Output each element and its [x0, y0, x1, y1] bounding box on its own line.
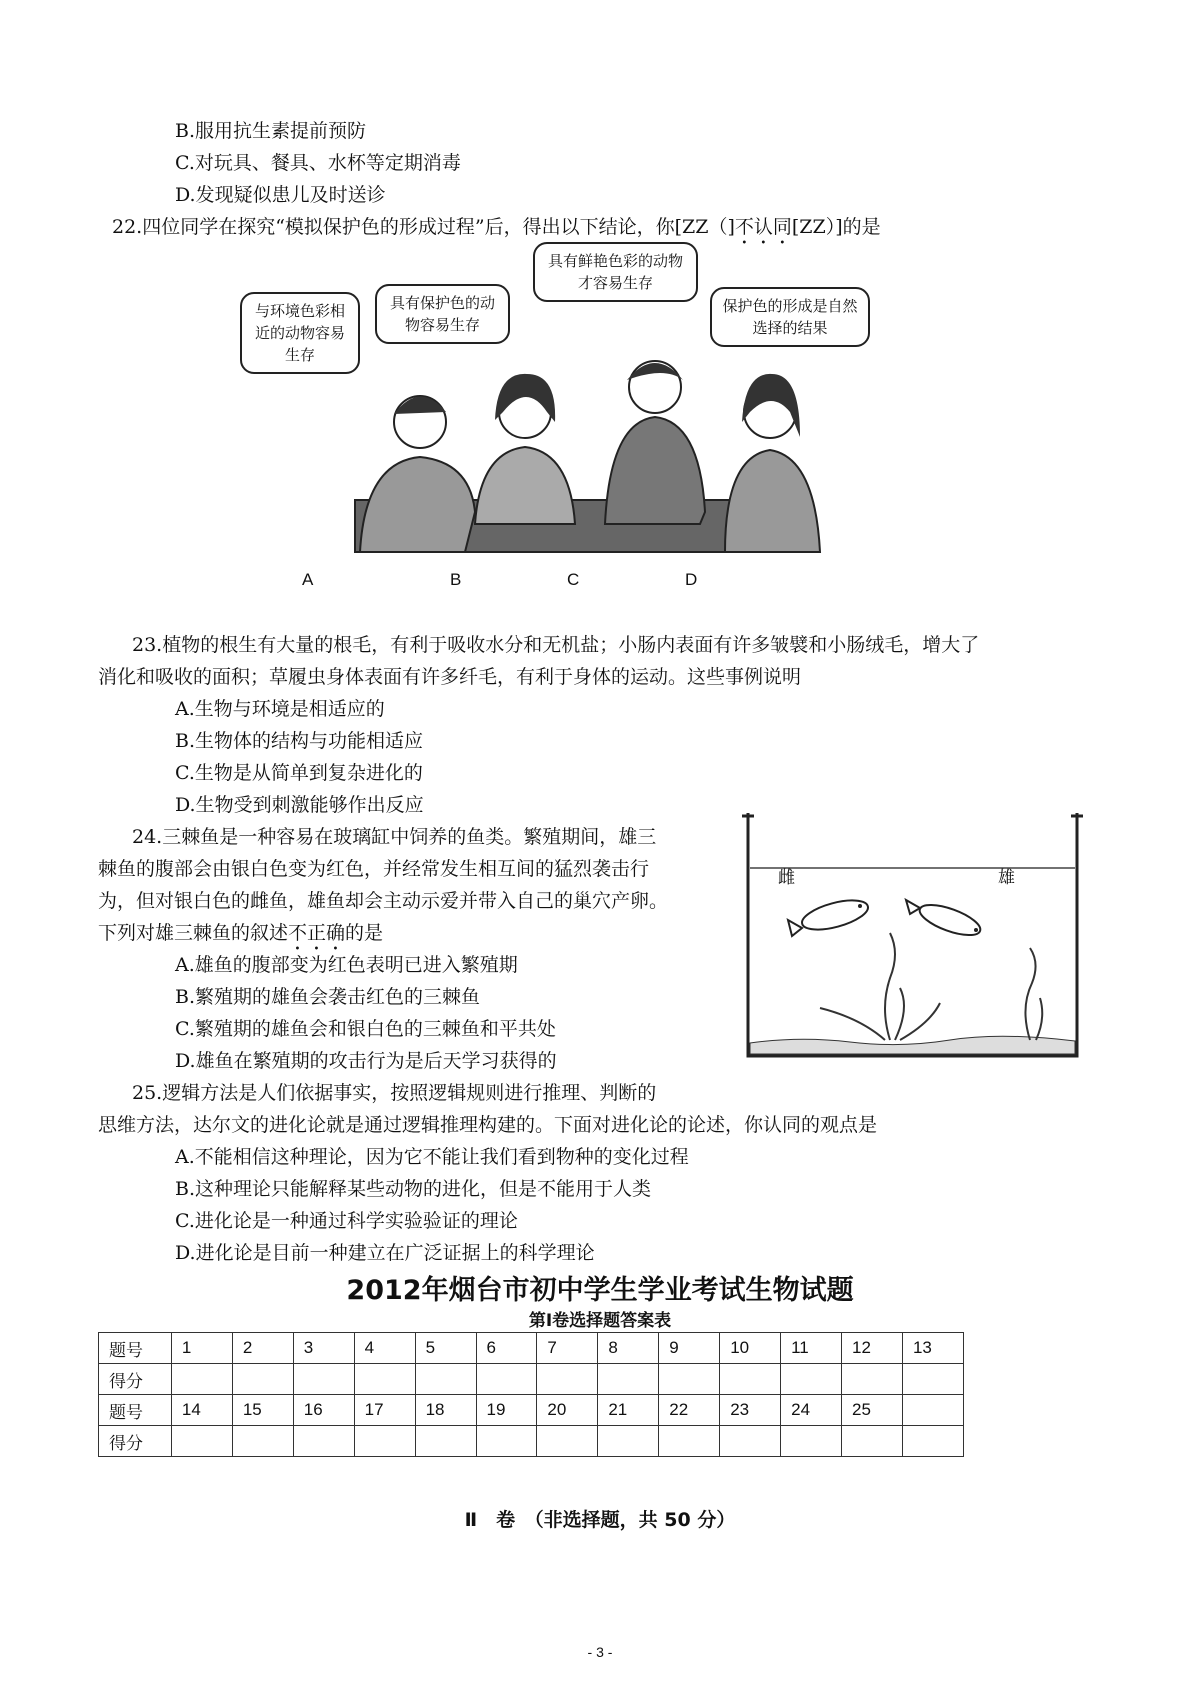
q25-option-b: B.这种理论只能解释某些动物的进化，但是不能用于人类	[175, 1178, 652, 1200]
answer-cell[interactable]	[902, 1364, 963, 1395]
table-cell: 10	[720, 1333, 781, 1364]
table-cell: 13	[902, 1333, 963, 1364]
q21-option-d: D.发现疑似患儿及时送诊	[175, 184, 386, 206]
option-label-d: D	[685, 570, 698, 589]
answer-cell[interactable]	[659, 1364, 720, 1395]
table-row	[99, 1333, 964, 1364]
table-cell: 15	[232, 1395, 293, 1426]
answer-cell[interactable]	[659, 1426, 720, 1457]
answer-cell[interactable]	[537, 1364, 598, 1395]
q24-option-c: C.繁殖期的雄鱼会和银白色的三棘鱼和平共处	[175, 1018, 556, 1040]
option-label-b: B	[450, 570, 462, 589]
answer-cell[interactable]	[354, 1426, 415, 1457]
table-cell: 7	[537, 1333, 598, 1364]
answer-cell[interactable]	[781, 1364, 842, 1395]
answer-cell[interactable]	[415, 1426, 476, 1457]
q25-stem-line2: 思维方法，达尔文的进化论就是通过逻辑推理构建的。下面对进化论的论述，你认同的观点是	[98, 1114, 878, 1136]
q22-stem	[112, 214, 881, 249]
q23-stem-line2: 消化和吸收的面积；草履虫身体表面有许多纤毛，有利于身体的运动。这些事例说明	[98, 666, 802, 688]
q22-stem-emphasis: 不认同	[734, 216, 792, 238]
q25-stem-line1: 25.逻辑方法是人们依据事实，按照逻辑规则进行推理、判断的	[132, 1082, 657, 1104]
answer-cell[interactable]	[537, 1426, 598, 1457]
part2-title: Ⅱ 卷 （非选择题，共 50 分）	[464, 1509, 736, 1531]
table-cell: 3	[293, 1333, 354, 1364]
table-cell: 8	[598, 1333, 659, 1364]
q24-stem-emphasis: 不正确	[288, 922, 346, 944]
row-label-score: 得分	[99, 1364, 172, 1395]
answer-sheet-title: 第Ⅰ卷选择题答案表	[528, 1311, 672, 1331]
speech-bubble-a: 与环境色彩相近的动物容易生存	[240, 292, 360, 374]
q24-option-a: A.雄鱼的腹部变为红色表明已进入繁殖期	[175, 954, 518, 976]
table-cell: 4	[354, 1333, 415, 1364]
table-cell: 18	[415, 1395, 476, 1426]
answer-cell[interactable]	[232, 1426, 293, 1457]
answer-cell[interactable]	[476, 1426, 537, 1457]
table-cell: 20	[537, 1395, 598, 1426]
answer-cell[interactable]	[476, 1364, 537, 1395]
row-label-number: 题号	[99, 1395, 172, 1426]
option-label-a: A	[302, 570, 314, 589]
q23-option-d: D.生物受到刺激能够作出反应	[175, 794, 424, 816]
q22-illustration	[254, 252, 935, 562]
q22-stem-pre: 22.四位同学在探究“模拟保护色的形成过程”后，得出以下结论，你[ZZ（]	[112, 216, 735, 238]
answer-cell[interactable]	[720, 1364, 781, 1395]
answer-cell[interactable]	[171, 1364, 232, 1395]
table-cell	[902, 1395, 963, 1426]
table-row	[99, 1426, 964, 1457]
q22-stem-post: [ZZ）]的是	[791, 216, 881, 238]
answer-cell[interactable]	[354, 1364, 415, 1395]
answer-cell[interactable]	[232, 1364, 293, 1395]
q24-stem-line2: 棘鱼的腹部会由银白色变为红色，并经常发生相互间的猛烈袭击行	[98, 858, 650, 880]
answer-cell[interactable]	[842, 1426, 903, 1457]
speech-bubble-c: 具有鲜艳色彩的动物才容易生存	[533, 242, 698, 302]
answer-cell[interactable]	[415, 1364, 476, 1395]
male-fish-icon	[906, 899, 984, 942]
table-cell: 6	[476, 1333, 537, 1364]
answer-cell[interactable]	[598, 1426, 659, 1457]
answer-cell[interactable]	[293, 1364, 354, 1395]
answer-cell[interactable]	[171, 1426, 232, 1457]
fish-tank-figure	[740, 808, 1085, 1063]
q24-stem-pre: 下列对雄三棘鱼的叙述	[98, 922, 289, 944]
table-cell: 9	[659, 1333, 720, 1364]
table-cell: 14	[171, 1395, 232, 1426]
table-cell: 24	[781, 1395, 842, 1426]
q23-stem-line1: 23.植物的根生有大量的根毛，有利于吸收水分和无机盐；小肠内表面有许多皱襞和小肠绒毛，增大了	[132, 634, 980, 656]
q25-option-c: C.进化论是一种通过科学实验验证的理论	[175, 1210, 518, 1232]
answer-cell[interactable]	[781, 1426, 842, 1457]
answer-cell[interactable]	[842, 1364, 903, 1395]
q23-option-c: C.生物是从简单到复杂进化的	[175, 762, 423, 784]
exam-title: 2012年烟台市初中学生学业考试生物试题	[346, 1275, 854, 1306]
table-cell: 23	[720, 1395, 781, 1426]
q24-stem-line1: 24.三棘鱼是一种容易在玻璃缸中饲养的鱼类。繁殖期间，雄三	[132, 826, 657, 848]
table-cell: 17	[354, 1395, 415, 1426]
speech-bubble-d: 保护色的形成是自然选择的结果	[710, 287, 870, 347]
q24-stem-post: 的是	[345, 922, 384, 944]
table-row	[99, 1364, 964, 1395]
male-label: 雄	[998, 868, 1015, 888]
q24-stem-line3: 为，但对银白色的雌鱼，雄鱼却会主动示爱并带入自己的巢穴产卵。	[98, 890, 669, 912]
plants-icon	[820, 933, 1042, 1040]
q24-option-d: D.雄鱼在繁殖期的攻击行为是后天学习获得的	[175, 1050, 557, 1072]
table-cell: 11	[781, 1333, 842, 1364]
table-cell: 1	[171, 1333, 232, 1364]
q24-option-b: B.繁殖期的雄鱼会袭击红色的三棘鱼	[175, 986, 481, 1008]
answer-cell[interactable]	[902, 1426, 963, 1457]
answer-table	[98, 1332, 964, 1457]
table-cell: 21	[598, 1395, 659, 1426]
female-fish-icon	[788, 895, 871, 936]
answer-cell[interactable]	[720, 1426, 781, 1457]
answer-cell[interactable]	[598, 1364, 659, 1395]
page-number: - 3 -	[587, 1644, 613, 1660]
q21-option-b: B.服用抗生素提前预防	[175, 120, 367, 142]
q25-option-d: D.进化论是目前一种建立在广泛证据上的科学理论	[175, 1242, 595, 1264]
female-label: 雌	[778, 868, 795, 888]
row-label-number: 题号	[99, 1333, 172, 1364]
fish-tank-drawing	[740, 808, 1085, 1063]
answer-cell[interactable]	[293, 1426, 354, 1457]
q21-option-c: C.对玩具、餐具、水杯等定期消毒	[175, 152, 461, 174]
table-cell: 12	[842, 1333, 903, 1364]
q23-option-a: A.生物与环境是相适应的	[175, 698, 385, 720]
row-label-score: 得分	[99, 1426, 172, 1457]
table-cell: 19	[476, 1395, 537, 1426]
table-cell: 16	[293, 1395, 354, 1426]
q25-option-a: A.不能相信这种理论，因为它不能让我们看到物种的变化过程	[175, 1146, 689, 1168]
table-cell: 22	[659, 1395, 720, 1426]
table-cell: 25	[842, 1395, 903, 1426]
speech-bubble-b: 具有保护色的动物容易生存	[375, 284, 510, 344]
table-row	[99, 1395, 964, 1426]
option-label-c: C	[567, 570, 580, 589]
table-cell: 5	[415, 1333, 476, 1364]
q23-option-b: B.生物体的结构与功能相适应	[175, 730, 424, 752]
q24-stem-line4	[98, 920, 383, 955]
table-cell: 2	[232, 1333, 293, 1364]
